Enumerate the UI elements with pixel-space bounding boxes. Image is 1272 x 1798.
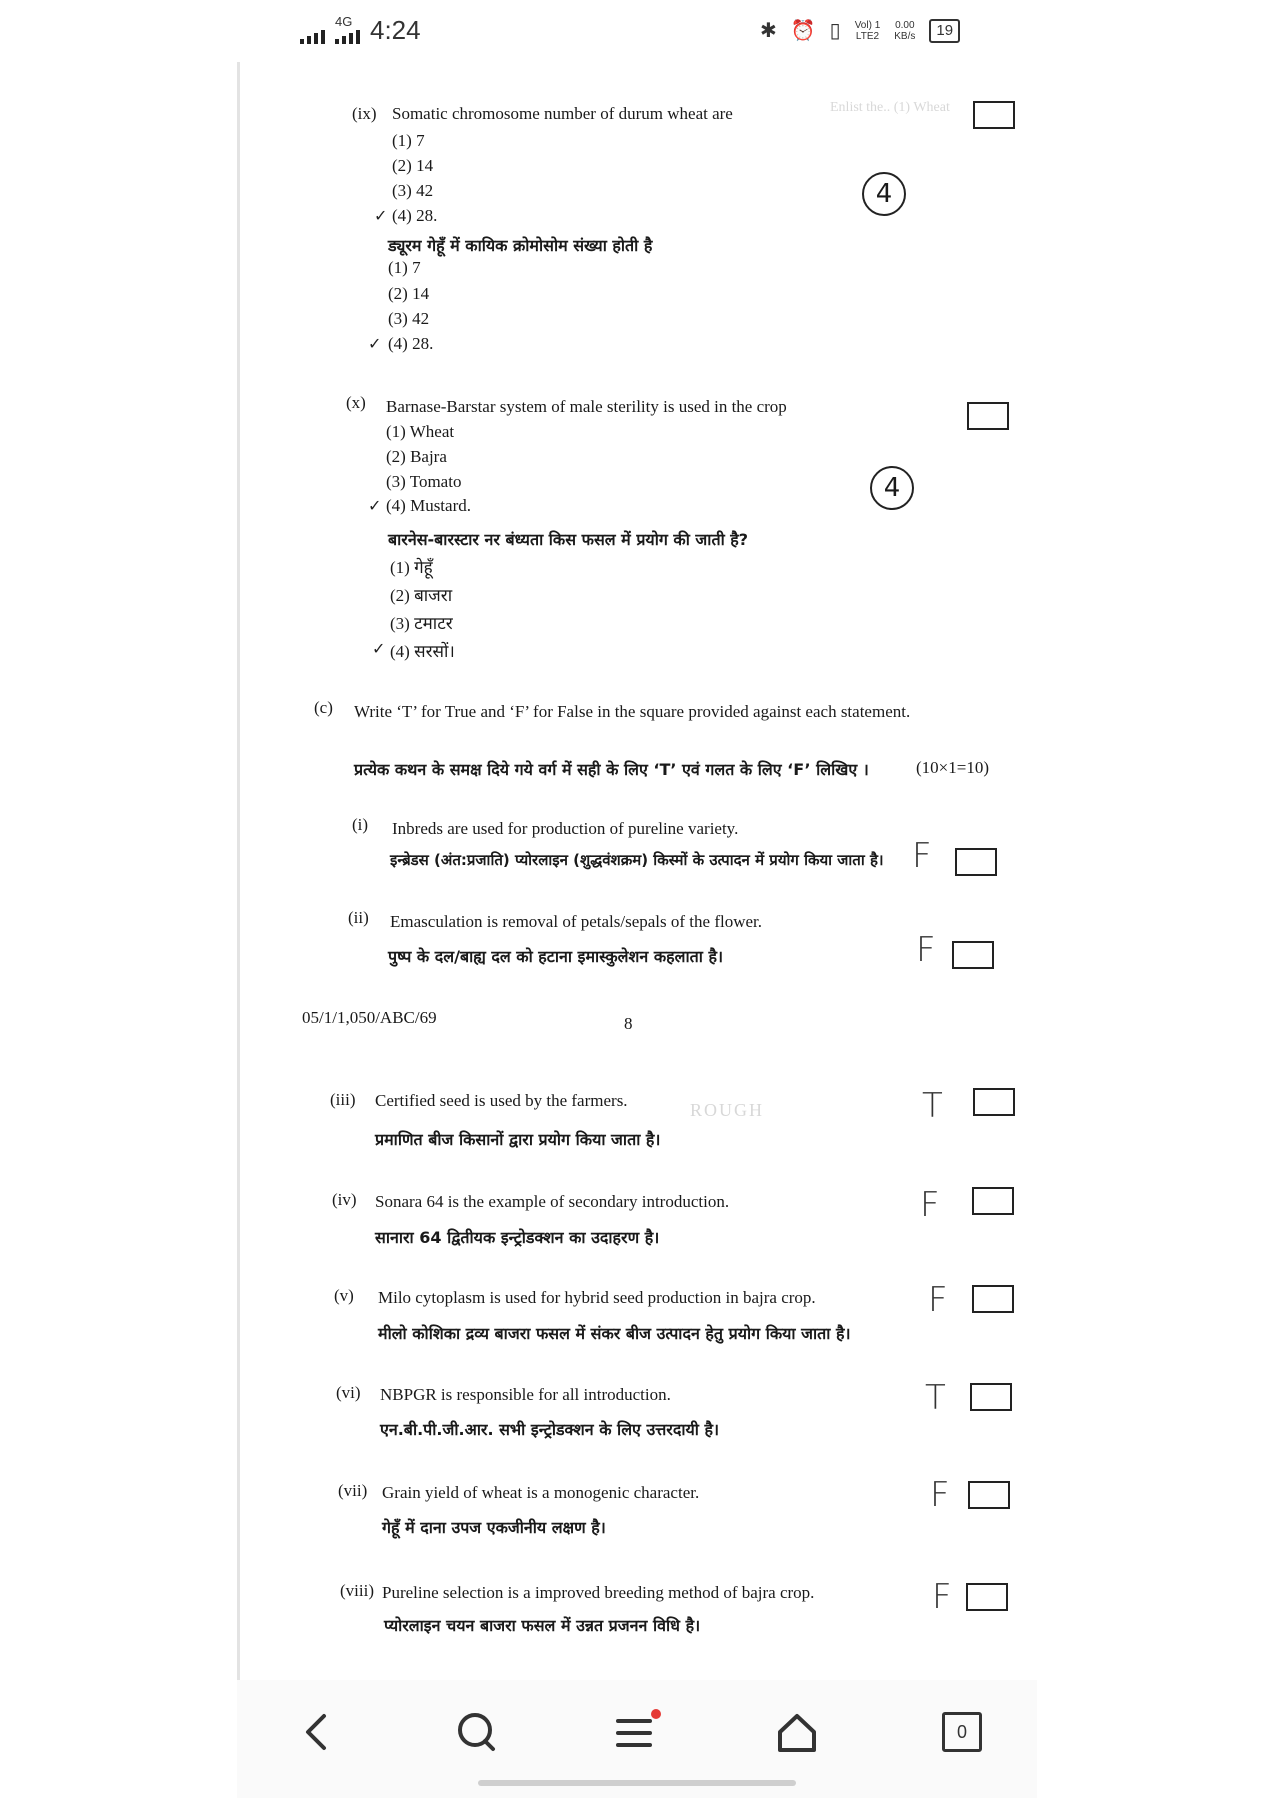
tick-mark: ✓	[372, 639, 386, 658]
statement-text-hindi: इन्ब्रेडस (अंत:प्रजाति) प्योरलाइन (शुद्धवंशक्रम) किस्मों के उत्पादन में प्रयोग किया जाता है।	[390, 851, 884, 869]
section-label: (c)	[314, 698, 333, 717]
statement-text-hindi: सानारा 64 द्वितीयक इन्ट्रोडक्शन का उदाहरण है।	[375, 1228, 660, 1247]
statement-number: (v)	[334, 1286, 354, 1305]
section-marks: (10×1=10)	[916, 758, 989, 777]
bluetooth-icon: ✱	[760, 20, 777, 42]
statement-text-hindi: मीलो कोशिका द्रव्य बाजरा फसल में संकर बीज उत्पादन हेतु प्रयोग किया जाता है।	[378, 1324, 851, 1343]
handwritten-mark: F	[930, 1475, 950, 1515]
answer-box[interactable]	[952, 941, 994, 969]
option-hindi: (3) 42	[388, 309, 430, 328]
network-type: 4G	[335, 14, 353, 29]
paper-code: 05/1/1,050/ABC/69	[302, 1008, 437, 1027]
option: (2) Bajra	[386, 447, 447, 466]
statement-text: Inbreds are used for production of pureline variety.	[392, 819, 739, 838]
handwritten-mark: F	[912, 836, 932, 876]
question-text-hindi: बारनेस-बारस्टार नर बंध्यता किस फसल में प्रयोग की जाती है?	[388, 530, 749, 549]
home-indicator[interactable]	[478, 1780, 796, 1786]
statement-text: Milo cytoplasm is used for hybrid seed production in bajra crop.	[378, 1288, 816, 1307]
statement-number: (vii)	[338, 1481, 368, 1500]
option-hindi: (4) 28.	[388, 334, 434, 353]
option: (4) Mustard.	[386, 496, 471, 515]
handwritten-mark: T	[925, 1378, 946, 1418]
answer-box[interactable]	[972, 1187, 1014, 1215]
search-icon	[455, 1710, 499, 1754]
handwritten-answer: 4	[870, 466, 914, 510]
question-number: (ix)	[352, 104, 377, 123]
home-button[interactable]	[762, 1702, 832, 1762]
volte-label: Vol) 1	[854, 19, 881, 31]
handwritten-mark: F	[928, 1280, 948, 1320]
statement-text: Grain yield of wheat is a monogenic character.	[382, 1483, 700, 1502]
option-hindi: (4) सरसों।	[390, 642, 455, 661]
signal-icon	[300, 28, 325, 44]
status-bar	[0, 0, 1272, 62]
statement-text-hindi: पुष्प के दल/बाह्य दल को हटाना इमास्कुलेशन कहलाता है।	[388, 947, 724, 966]
statement-number: (viii)	[340, 1581, 374, 1600]
menu-icon	[612, 1709, 662, 1755]
bleed-through-rough: ROUGH	[690, 1100, 765, 1120]
lte-label: LTE2	[855, 30, 880, 42]
home-icon	[775, 1710, 819, 1754]
tick-mark: ✓	[374, 206, 388, 225]
statement-text: Sonara 64 is the example of secondary introduction.	[375, 1192, 730, 1211]
handwritten-mark: F	[916, 930, 936, 970]
tick-mark: ✓	[368, 334, 382, 353]
option-hindi: (1) 7	[388, 258, 421, 277]
battery-icon: 19	[929, 19, 960, 43]
option: (2) 14	[392, 156, 434, 175]
back-arrow-icon	[300, 1712, 334, 1752]
tick-mark: ✓	[368, 496, 382, 515]
question-number: (x)	[346, 393, 366, 412]
volte-indicator	[855, 20, 881, 42]
question-text: Barnase-Barstar system of male sterility is used in the crop	[386, 397, 787, 416]
search-button[interactable]	[442, 1702, 512, 1762]
option: (3) 42	[392, 181, 434, 200]
option-hindi: (2) 14	[388, 284, 430, 303]
handwritten-answer: 4	[862, 172, 906, 216]
statement-text: Pureline selection is a improved breeding method of bajra crop.	[382, 1583, 815, 1602]
answer-box[interactable]	[970, 1383, 1012, 1411]
statement-text-hindi: एन.बी.पी.जी.आर. सभी इन्ट्रोडक्शन के लिए उत्तरदायी है।	[380, 1420, 720, 1439]
statement-text: Certified seed is used by the farmers.	[375, 1091, 628, 1110]
option-hindi: (2) बाजरा	[390, 586, 453, 605]
alarm-icon: ⏰	[790, 20, 816, 42]
clock: 4:24	[370, 15, 421, 45]
network-speed	[894, 20, 915, 42]
answer-box[interactable]	[967, 402, 1009, 430]
handwritten-mark: T	[922, 1086, 943, 1126]
vibrate-icon: ▯	[829, 20, 841, 42]
option: (3) Tomato	[386, 472, 462, 491]
tabs-button[interactable]	[927, 1702, 997, 1762]
handwritten-mark: F	[920, 1185, 940, 1225]
menu-button[interactable]	[602, 1702, 672, 1762]
question-text-hindi: ड्यूरम गेहूँ में कायिक क्रोमोसोम संख्या होती है	[388, 236, 653, 255]
question-text: Somatic chromosome number of durum wheat are	[392, 104, 733, 123]
handwritten-mark: F	[932, 1577, 952, 1617]
answer-box[interactable]	[966, 1583, 1008, 1611]
section-instruction-hindi: प्रत्येक कथन के समक्ष दिये गये वर्ग में सही के लिए ‘T’ एवं गलत के लिए ‘F’ लिखिए ।	[354, 760, 869, 779]
answer-box[interactable]	[955, 848, 997, 876]
section-instruction: Write ‘T’ for True and ‘F’ for False in the square provided against each statement.	[354, 702, 911, 721]
statement-number: (ii)	[348, 908, 369, 927]
statement-text-hindi: प्रमाणित बीज किसानों द्वारा प्रयोग किया जाता है।	[375, 1130, 661, 1149]
speed-unit: KB/s	[894, 30, 916, 42]
statement-text-hindi: गेहूँ में दाना उपज एकजीनीय लक्षण है।	[382, 1518, 606, 1537]
option-hindi: (3) टमाटर	[390, 614, 453, 633]
statement-text: NBPGR is responsible for all introduction.	[380, 1385, 671, 1404]
answer-box[interactable]	[972, 1285, 1014, 1313]
signal-icon-2	[335, 28, 360, 44]
option: (1) Wheat	[386, 422, 455, 441]
bleed-through-text: Enlist the.. (1) Wheat	[830, 100, 950, 115]
option: (4) 28.	[392, 206, 438, 225]
speed-value: 0.00	[895, 19, 915, 31]
statement-text: Emasculation is removal of petals/sepals of the flower.	[390, 912, 763, 931]
answer-box[interactable]	[973, 101, 1015, 129]
option-hindi: (1) गेहूँ	[390, 558, 433, 577]
statement-number: (vi)	[336, 1383, 361, 1402]
page-number: 8	[624, 1014, 633, 1033]
statement-text-hindi: प्योरलाइन चयन बाजरा फसल में उन्नत प्रजनन विधि है।	[384, 1616, 701, 1635]
tabs-count: 0	[942, 1712, 982, 1752]
option: (1) 7	[392, 131, 425, 150]
answer-box[interactable]	[973, 1088, 1015, 1116]
statement-number: (iv)	[332, 1190, 357, 1209]
statement-number: (i)	[352, 815, 369, 834]
page-margin	[237, 62, 240, 1680]
statement-number: (iii)	[330, 1090, 356, 1109]
answer-box[interactable]	[968, 1481, 1010, 1509]
back-button[interactable]	[282, 1702, 352, 1762]
